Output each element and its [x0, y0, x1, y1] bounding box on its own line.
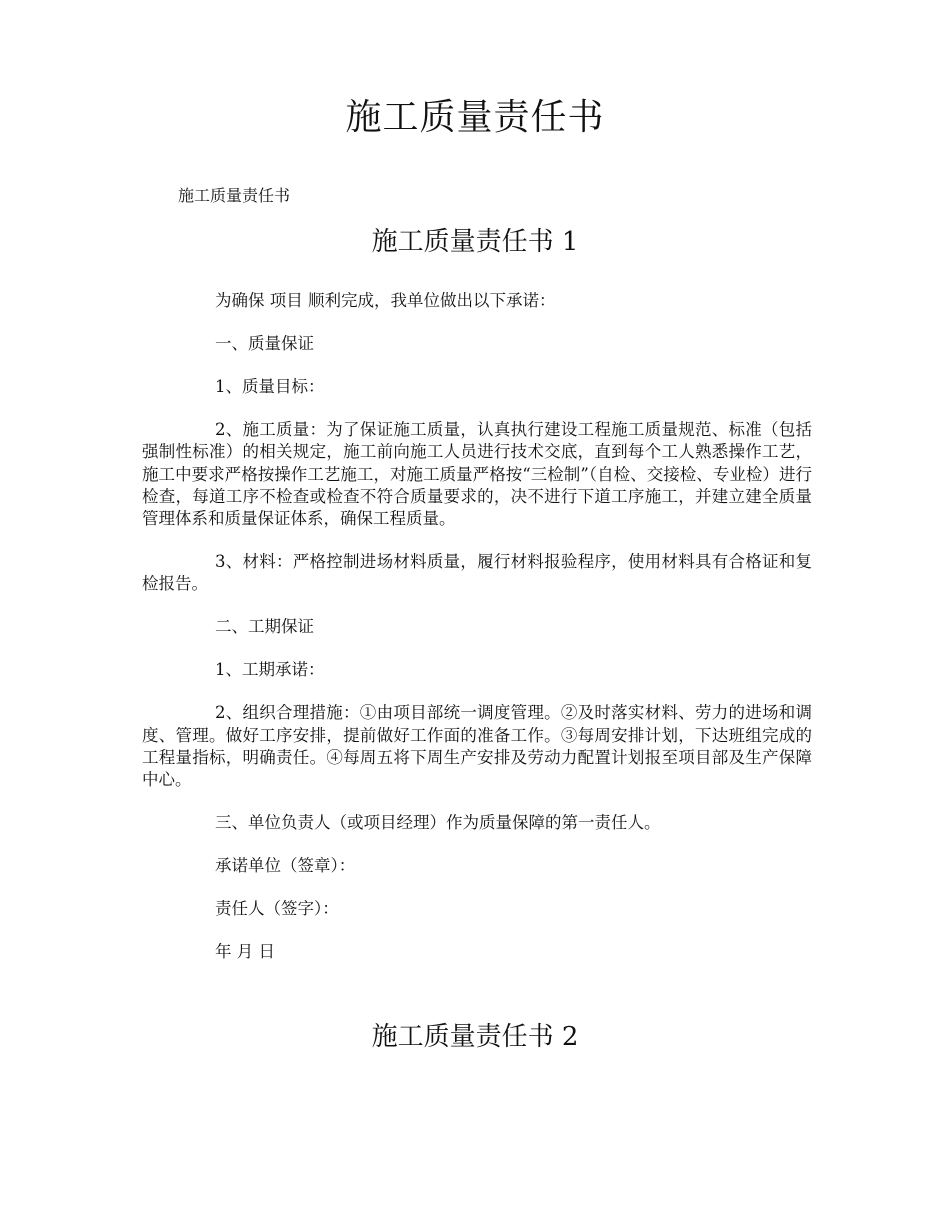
document-body	[142, 290, 812, 984]
paragraph-heading-quality: 一、质量保证	[215, 333, 314, 353]
paragraph-schedule-commitment: 1、工期承诺：	[215, 660, 325, 680]
paragraph-materials: 3、材料：严格控制进场材料质量，履行材料报验程序，使用材料具有合格证和复检报告。	[142, 552, 812, 594]
paragraph-date: 年 月 日	[215, 942, 275, 962]
paragraph-intro: 为确保 项目 顺利完成，我单位做出以下承诺：	[215, 291, 556, 310]
paragraph-signature: 责任人（签字）：	[215, 899, 339, 919]
document-subtitle: 施工质量责任书	[178, 186, 291, 205]
paragraph-organization-measures: 2、组织合理措施：①由项目部统一调度管理。②及时落实材料、劳力的进场和调度、管理。做好工序安排，提前做好工作面的准备工作。③每周安排计划，下达班组完成的工程量指标，明确责任。④每周五将下周生产安排及劳动力配置计划报至项目部及生产保障中心。	[142, 703, 812, 790]
section-title-1: 施工质量责任书 1	[371, 227, 579, 257]
document-title: 施工质量责任书	[345, 97, 605, 138]
section-title-2: 施工质量责任书 2	[371, 1022, 579, 1052]
paragraph-quality-goal: 1、质量目标：	[215, 376, 325, 396]
paragraph-construction-quality: 2、施工质量：为了保证施工质量，认真执行建设工程施工质量规范、标准（包括强制性标准）的相关规定，施工前向施工人员进行技术交底，直到每个工人熟悉操作工艺，施工中要求严格按操作工艺施工，对施工质量严格按“三检制”（自检、交接检、专业检）进行检查，每道工序不检查或检查不符合质量要求的，决不进行下道工序施工，并建立建全质量管理体系和质量保证体系，确保工程质量。	[142, 419, 812, 529]
paragraph-responsible-person: 三、单位负责人（或项目经理）作为质量保障的第一责任人。	[215, 813, 661, 833]
paragraph-heading-schedule: 二、工期保证	[215, 617, 314, 637]
paragraph-unit-seal: 承诺单位（签章）：	[215, 856, 356, 876]
